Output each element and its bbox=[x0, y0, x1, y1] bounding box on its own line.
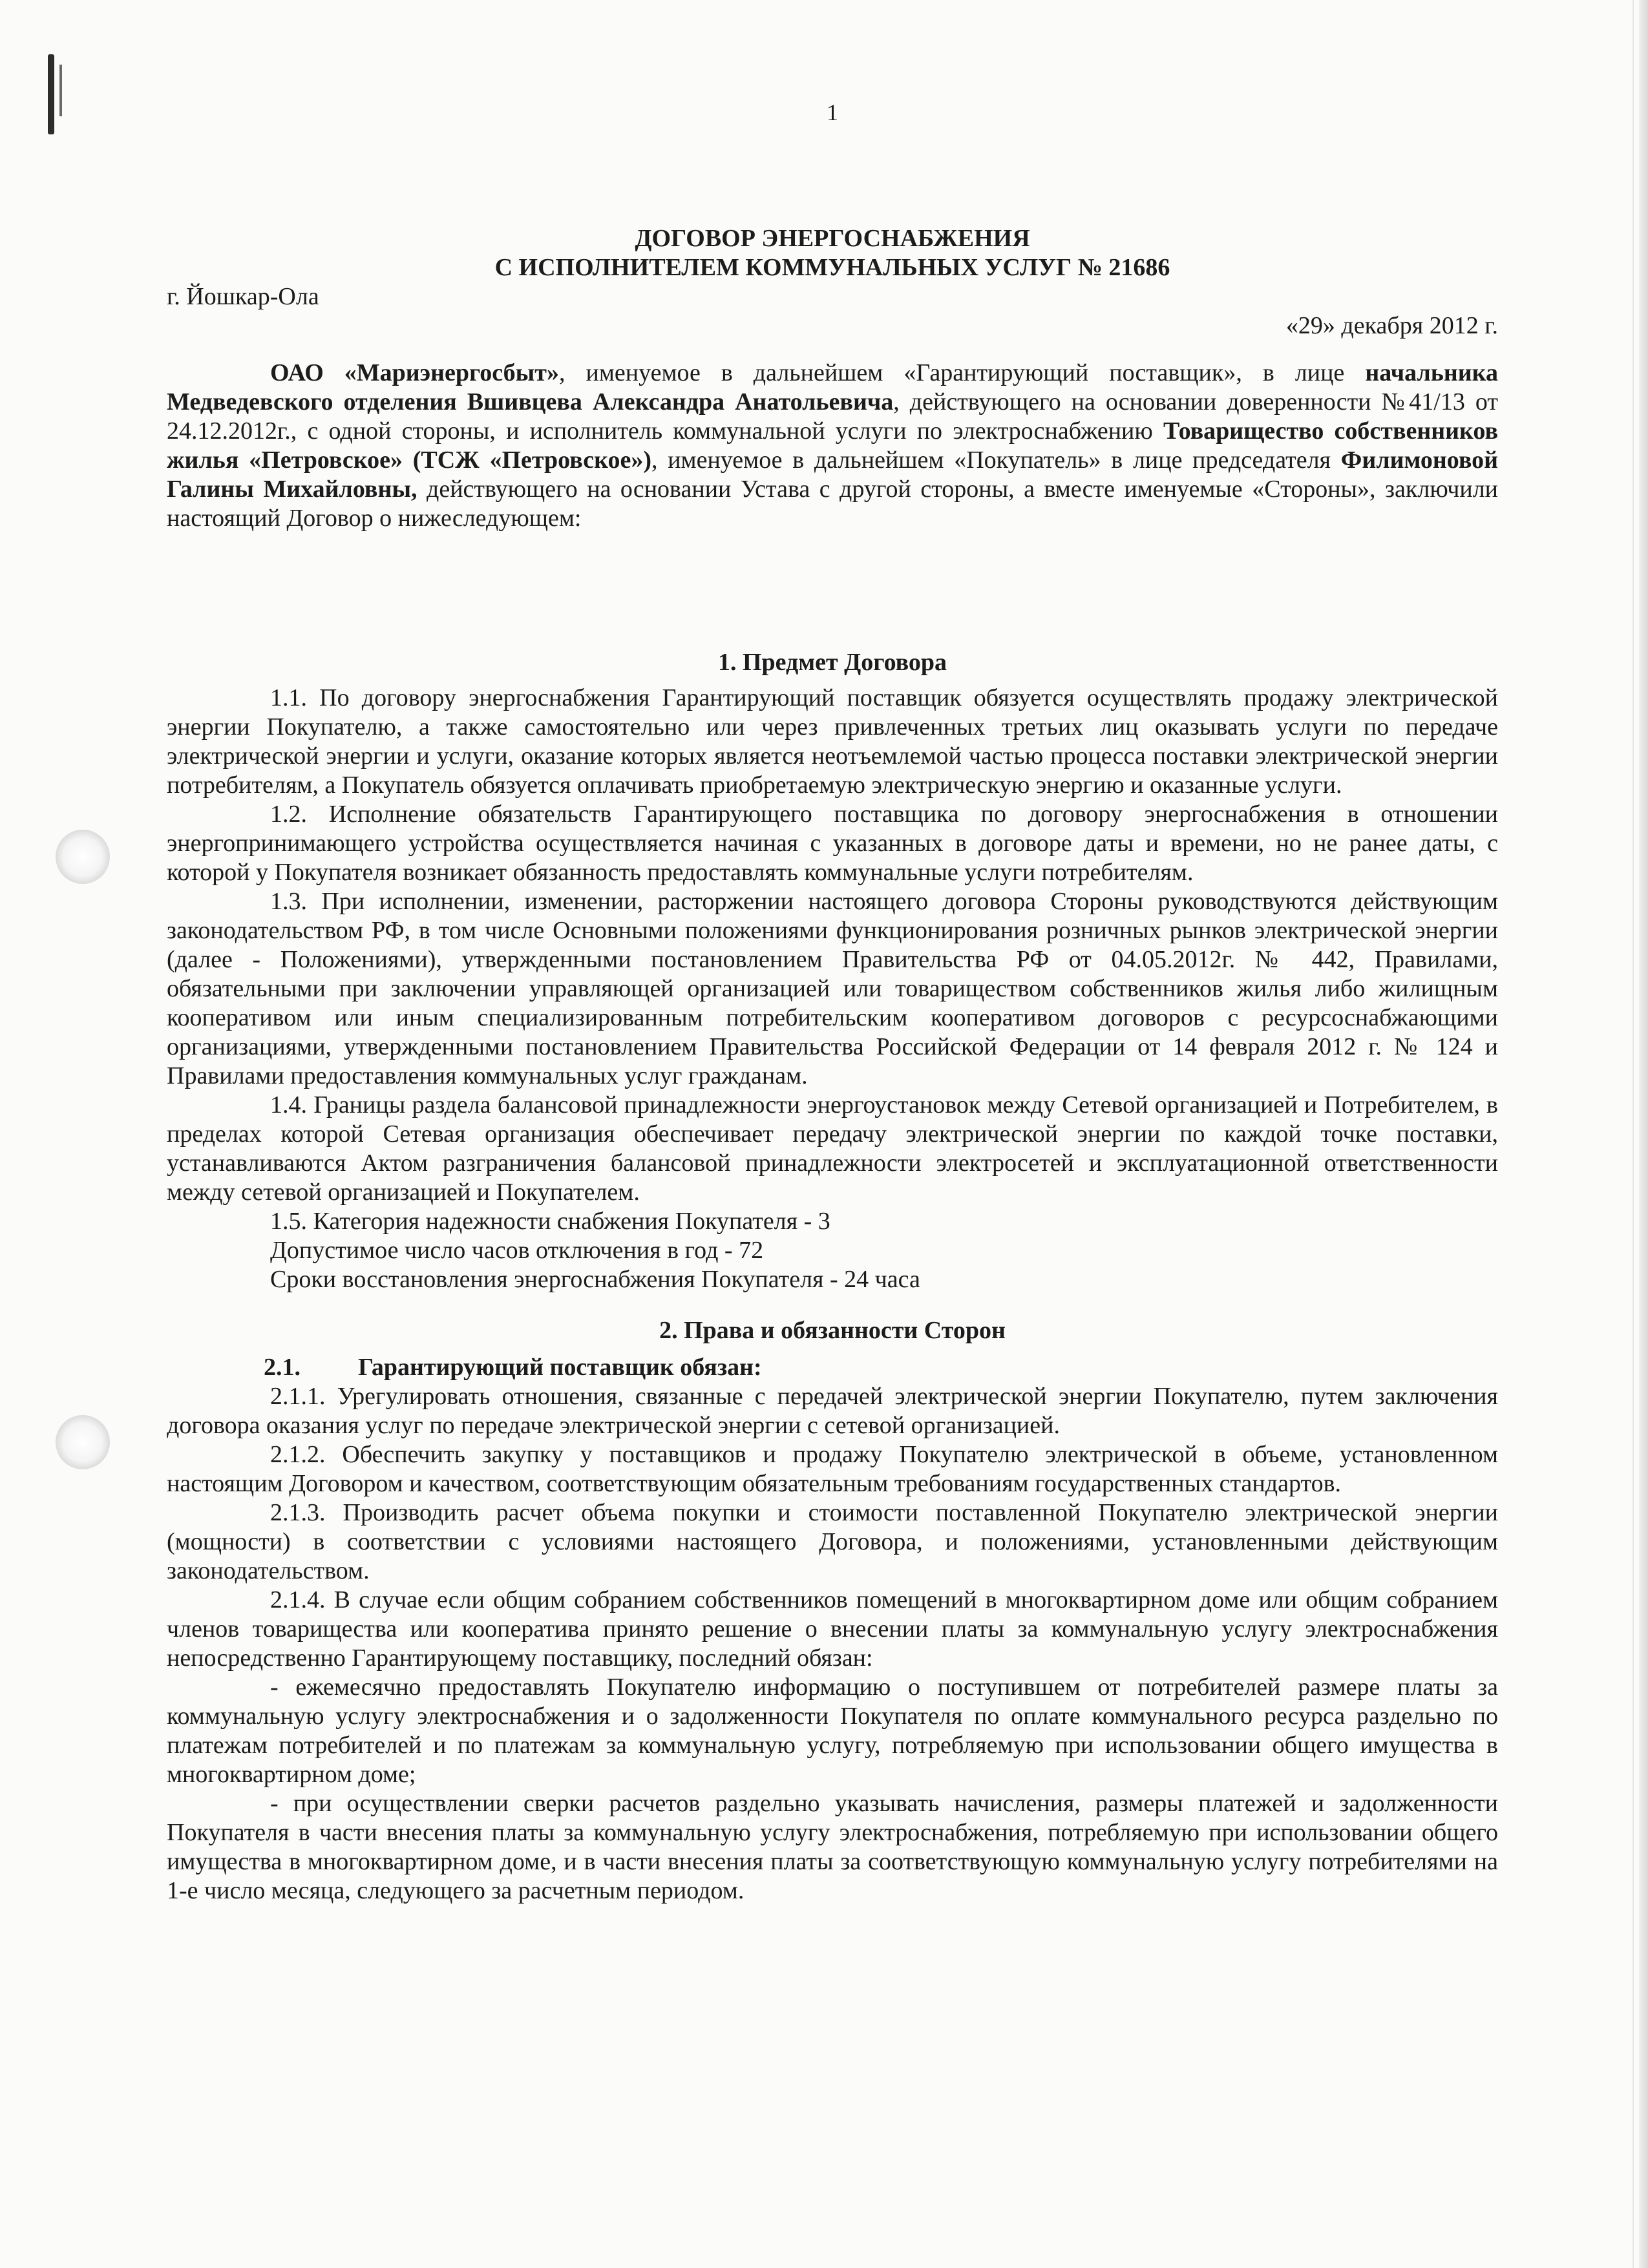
clause-2-1-4-item-2: - при осуществлении сверки расчетов раздельно указывать начисления, размеры платежей и задолженности Покупателя в части внесения платы за коммунальную услугу электроснабжения, потребляемую при использовании общего имущества в многоквартирном доме, и в части внесения платы за соответствующую коммунальную услугу потребителями на 1-е число месяца, следующего за расчетным периодом. bbox=[167, 1790, 1498, 1904]
clause-2-1-4-item-1: - ежемесячно предоставлять Покупателю информацию о поступившем от потребителей размере платы за коммунальную услугу электроснабжения и о задолженности Покупателя по оплате коммунального ресурса раздельно по платежам потребителей и по платежам за коммунальную услугу, потребляемую при использовании общего имущества в многоквартирном доме; bbox=[167, 1674, 1498, 1788]
preamble-text-4: действующего на основании Устава с другой стороны, а вместе именуемые «Стороны», заключили настоящий Договор о нижеследующем: bbox=[167, 476, 1499, 532]
contract-date: «29» декабря 2012 г. bbox=[1285, 312, 1498, 339]
clause-1-4: 1.4. Границы раздела балансовой принадлежности энергоустановок между Сетевой организацией и Потребителем, в пределах которой Сетевая организация обеспечивает передачу электрической энергии по каждой точке поставки, устанавливаются Актом разграничения балансовой принадлежности электросетей и эксплуатационной ответственности между сетевой организацией и Покупателем. bbox=[167, 1091, 1498, 1206]
subsection-2-1 bbox=[167, 1353, 1498, 1382]
page-edge-line bbox=[1632, 0, 1634, 2268]
contract-place: г. Йошкар-Ола bbox=[167, 283, 319, 310]
document-title-line-1: ДОГОВОР ЭНЕРГОСНАБЖЕНИЯ bbox=[635, 225, 1030, 252]
clause-1-1: 1.1. По договору энергоснабжения Гарантирующий поставщик обязуется осуществлять продажу электрической энергии Покупателю, а также самостоятельно или через привлеченных третьих лиц оказывать услуги по передаче электрической энергии и услуги, оказание которых является неотъемлемой частью процесса поставки электрической энергии потребителям, а Покупатель обязуется оплачивать приобретаемую электрическую энергию и оказанные услуги. bbox=[167, 684, 1498, 799]
document-content bbox=[167, 98, 1498, 1906]
clause-2-1-3: 2.1.3. Производить расчет объема покупки и стоимости поставленной Покупателю электрической энергии (мощности) в соответствии с условиями настоящего Договора, и положениями, установленными действующим законодательством. bbox=[167, 1499, 1498, 1584]
supplier-name: ОАО «Мариэнергосбыт» bbox=[270, 359, 559, 386]
preamble-paragraph bbox=[167, 359, 1498, 533]
buyer-chair: Филимоновой Галины Михайловны, bbox=[167, 446, 1499, 503]
clause-1-5-restore-time: Сроки восстановления энергоснабжения Покупателя - 24 часа bbox=[270, 1266, 920, 1293]
clause-2-1-1: 2.1.1. Урегулировать отношения, связанные с передачей электрической энергии Покупателю, путем заключения договора оказания услуг по передаче электрической энергии с сетевой организацией. bbox=[167, 1383, 1498, 1439]
punch-hole-bottom bbox=[56, 1415, 110, 1469]
subsection-2-1-number: 2.1. bbox=[264, 1354, 301, 1381]
binder-mark-secondary bbox=[59, 65, 62, 116]
buyer-name: Товарищество собственников жилья «Петровское» (ТСЖ «Петровское») bbox=[167, 417, 1498, 474]
subsection-2-1-label: Гарантирующий поставщик обязан: bbox=[358, 1354, 762, 1381]
clause-1-3: 1.3. При исполнении, изменении, расторжении настоящего договора Стороны руководствуются действующим законодательством РФ, в том числе Основными положениями функционирования розничных рынков электрической энергии (далее - Положениями), утвержденными постановлением Правительства РФ от 04.05.2012г. № 442, Правилами, обязательными при заключении управляющей организацией или товариществом собственников жилья либо жилищным кооперативом или иным специализированным потребительским кооперативом договоров с ресурсоснабжающими организациями, утвержденными постановлением Правительства Российской Федерации от 14 февраля 2012 г. № 124 и Правилами предоставления коммунальных услуг гражданам. bbox=[167, 888, 1498, 1089]
preamble-text-2: , действующего на основании доверенности №41/13 от 24.12.2012г., с одной стороны, и исполнитель коммунальной услуги по электроснабжению bbox=[167, 388, 1498, 445]
clause-1-2: 1.2. Исполнение обязательств Гарантирующего поставщика по договору энергоснабжения в отношении энергопринимающего устройства осуществляется начиная с указанных в договоре даты и времени, но не ранее даты, с которой у Покупателя возникает обязанность предоставлять коммунальные услуги потребителям. bbox=[167, 801, 1498, 886]
page-number: 1 bbox=[827, 100, 838, 125]
section-2-title: 2. Права и обязанности Сторон bbox=[659, 1317, 1006, 1344]
page-edge-shadow bbox=[1639, 0, 1648, 2268]
clause-2-1-2: 2.1.2. Обеспечить закупку у поставщиков и продажу Покупателю электрической в объеме, установленном настоящим Договором и качеством, соответствующим обязательным требованиям государственных стандартов. bbox=[167, 1441, 1498, 1497]
clause-1-5: 1.5. Категория надежности снабжения Покупателя - 3 bbox=[270, 1208, 830, 1235]
punch-hole-top bbox=[56, 830, 110, 884]
binder-mark bbox=[48, 54, 54, 134]
preamble-text-3: , именуемое в дальнейшем «Покупатель» в лице председателя bbox=[651, 446, 1341, 474]
clause-1-5-outage-hours: Допустимое число часов отключения в год - 72 bbox=[270, 1237, 764, 1264]
supplier-representative: начальника Медведевского отделения Вшивцева Александра Анатольевича bbox=[167, 359, 1498, 415]
document-title-line-2: С ИСПОЛНИТЕЛЕМ КОММУНАЛЬНЫХ УСЛУГ № 21686 bbox=[494, 254, 1170, 281]
preamble-text-1: , именуемое в дальнейшем «Гарантирующий поставщик», в лице bbox=[558, 359, 1366, 386]
clause-2-1-4: 2.1.4. В случае если общим собранием собственников помещений в многоквартирном доме или общим собранием членов товарищества или кооператива принято решение о внесении платы за коммунальную услугу электроснабжения непосредственно Гарантирующему поставщику, последний обязан: bbox=[167, 1586, 1498, 1672]
section-1-title: 1. Предмет Договора bbox=[717, 649, 947, 676]
